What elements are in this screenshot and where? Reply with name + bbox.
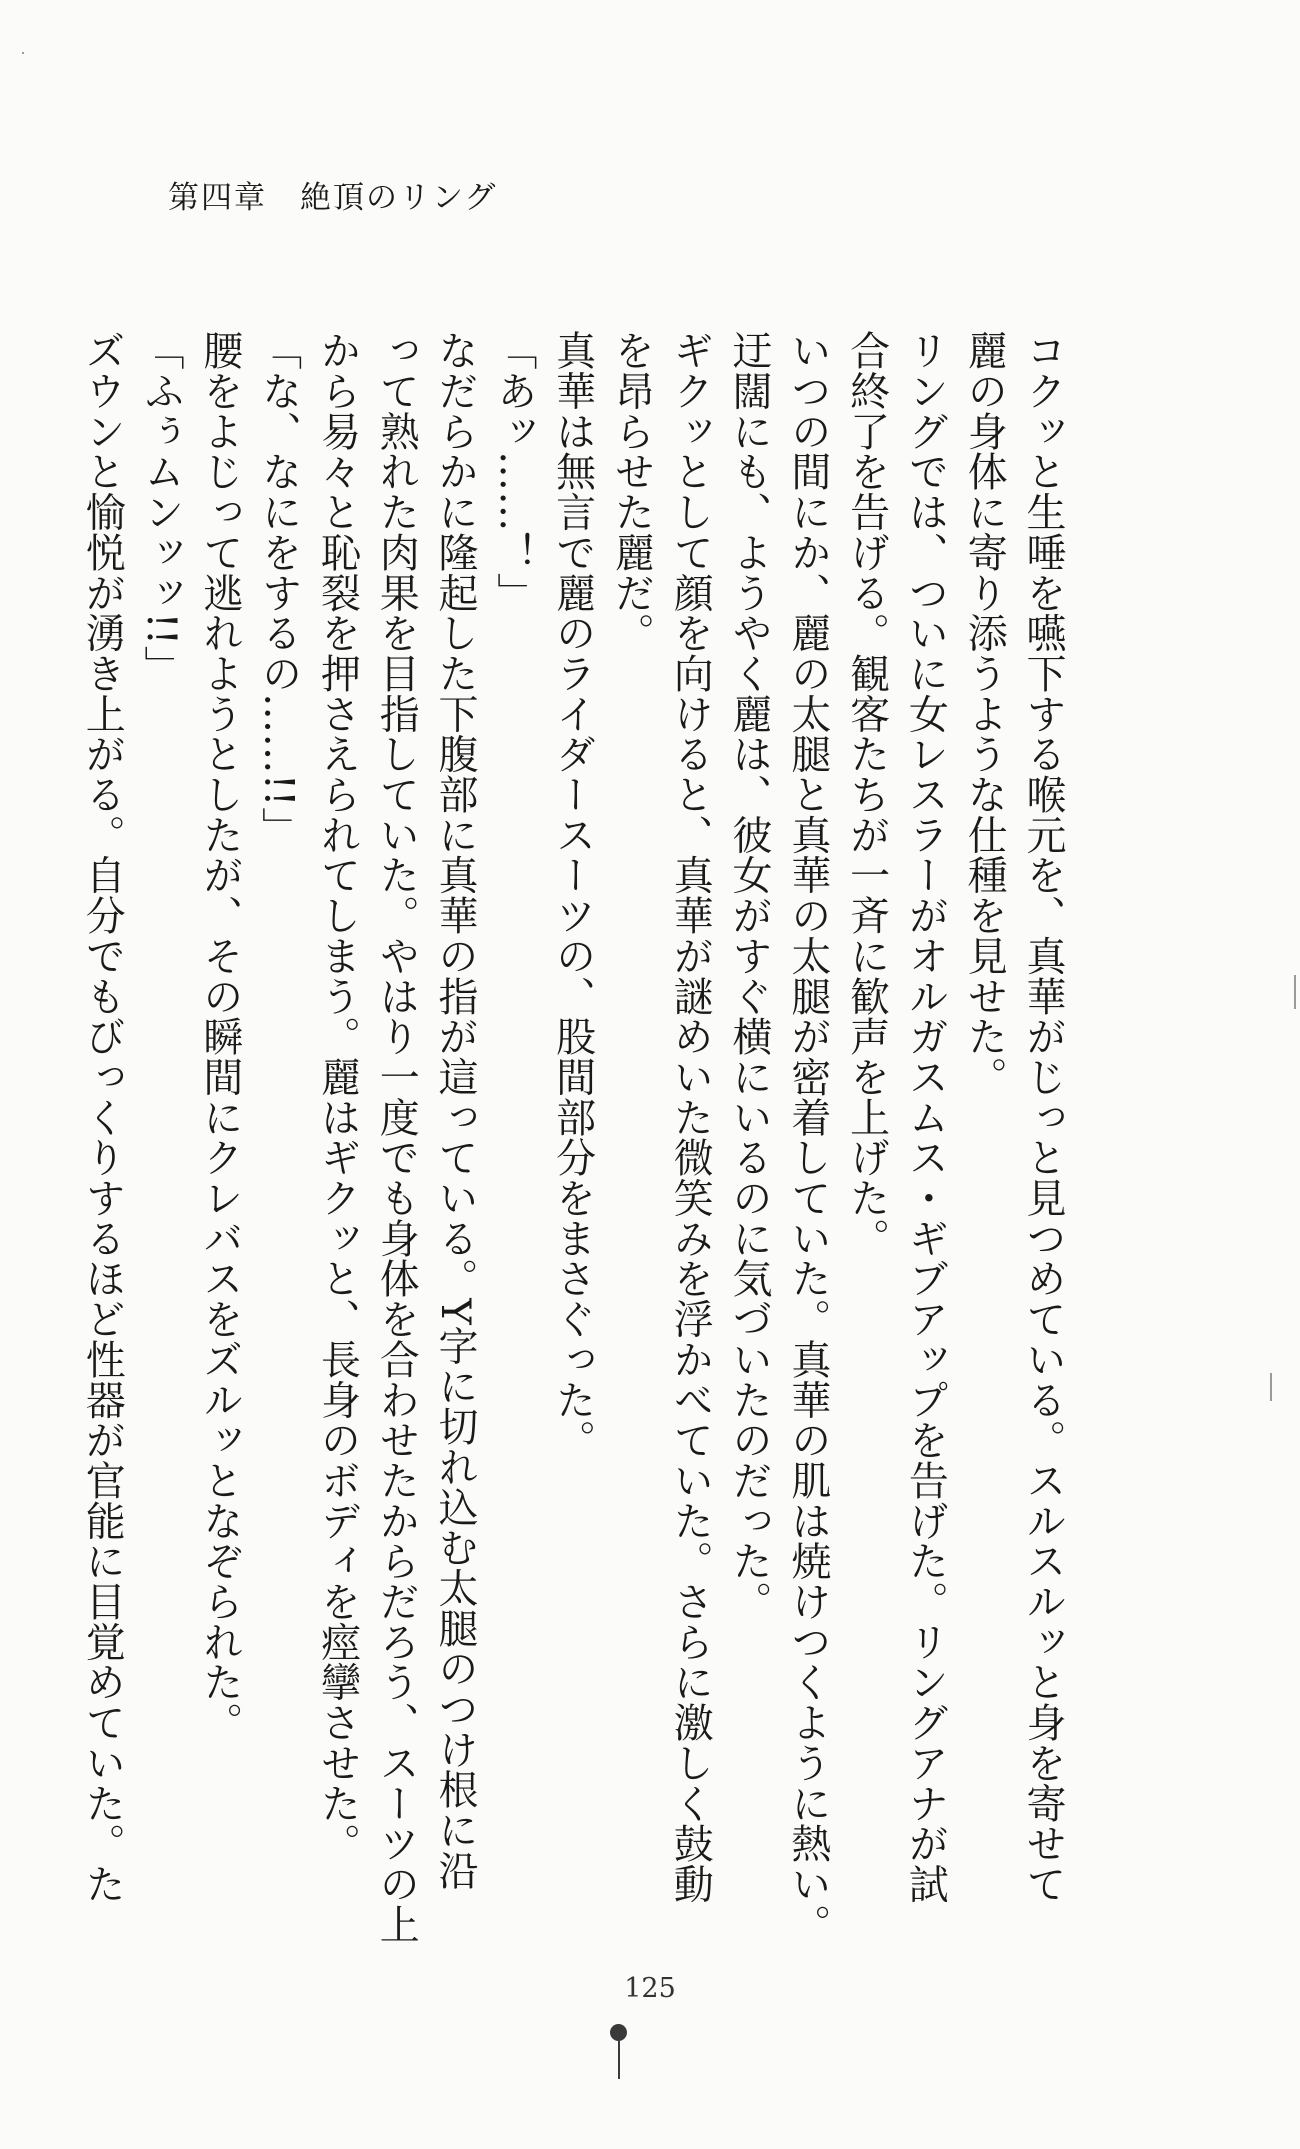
text-line: って熟れた肉果を目指していた。やはり一度でも身体を合わせたからだろう、スーツの上 [373,330,420,1944]
page-number: 125 [624,1973,676,2004]
text-line: リングでは、ついに女レスラーがオルガスムス・ギブアップを告げた。リングアナが試 [902,330,949,1904]
folio-dot [610,2024,627,2041]
text-line: いつの間にか、麗の太腿と真華の太腿が密着していた。真華の肌は焼けつくように熱い。 [784,330,831,1944]
text-line: 合終了を告げる。観客たちが一斉に歓声を上げた。 [843,330,890,1259]
text-line: 「な、なにをするの……!!」 [255,330,302,848]
chapter-number: 第四章 [168,180,267,216]
text-line: ギクッとして顔を向けると、真華が謎めいた微笑みを浮かべていた。さらに激しく鼓動 [667,330,714,1904]
text-line: を昂らせた麗だ。 [608,330,655,653]
text-line: 麗の身体に寄り添うような仕種を見せた。 [961,330,1008,1097]
header-spacer [267,180,300,216]
text-line: ズウンと愉悦が湧き上がる。自分でもびっくりするほど性器が官能に目覚めていた。た [79,330,126,1904]
text-line: 腰をよじって逃れようとしたが、その瞬間にクレバスをズルッとなぞられた。 [196,330,243,1743]
scan-speck [22,52,24,54]
text-line: コクッと生唾を嚥下する喉元を、真華がじっと見つめている。スルスルッと身を寄せて [1020,330,1066,1904]
text-line: 真華は無言で麗のライダースーツの、股間部分をまさぐった。 [549,330,596,1460]
text-line: 「あッ……！」 [490,330,537,613]
running-header [168,172,497,217]
text-line: 迂闊にも、ようやく麗は、彼女がすぐ横にいるのに気づいたのだった。 [726,330,773,1622]
folio-ornament [610,2024,630,2084]
scan-speck [1270,1373,1272,1401]
vertical-body-text [79,330,1072,1944]
text-line: から易々と恥裂を押さえられてしまう。麗はギクッと、長身のボディを痙攣させた。 [314,330,361,1864]
text-line: なだらかに隆起した下腹部に真華の指が這っている。Y字に切れ込む太腿のつけ根に沿 [432,330,479,1891]
scan-speck [1294,975,1296,1009]
text-line: 「ふぅムンッッ!!」 [138,330,185,686]
chapter-title: 絶頂のリング [300,180,498,216]
folio-line [618,2041,620,2079]
